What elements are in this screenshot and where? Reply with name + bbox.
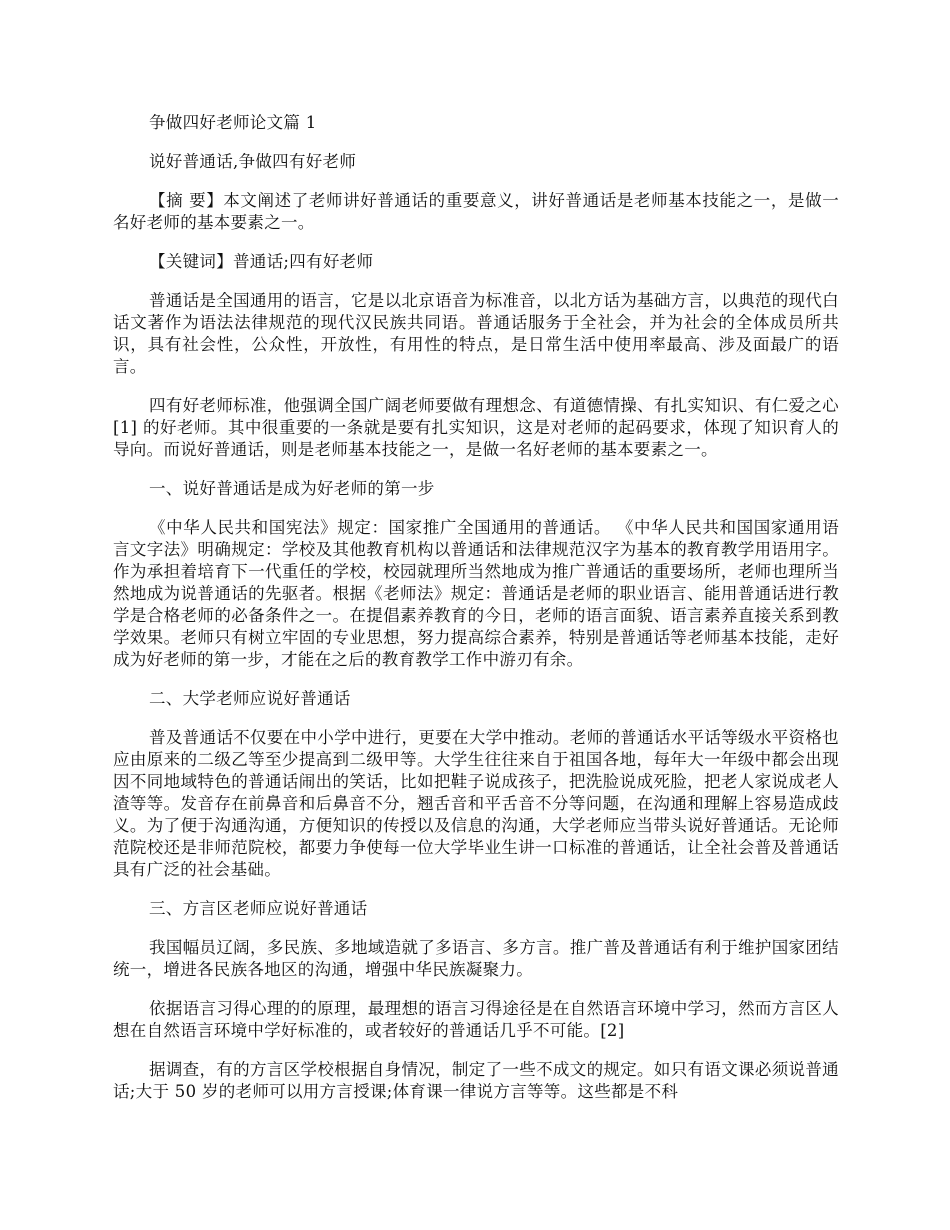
body-paragraph: 据调查，有的方言区学校根据自身情况，制定了一些不成文的规定。如只有语文课必须说普通话;大于 50 岁的老师可以用方言授课;体育课一律说方言等等。这些都是不科 [113,1060,839,1101]
document-page [113,112,839,1120]
document-title: 争做四好老师论文篇 1 [149,113,317,132]
body-paragraph: 《中华人民共和国宪法》规定：国家推广全国通用的普通话。 《中华人民共和国国家通用语言文字法》明确规定：学校及其他教育机构以普通话和法律规范汉字为基本的教育教学用语用字。作为承担着培育下一代重任的学校，校园就理所当然地成为推广普通话的重要场所，老师也理所当然地成为说普通话的先驱者。根据《老师法》规定：普通话是老师的职业语言、能用普通话进行教学是合格老师的必备条件之一。在提倡素养教育的今日，老师的语言面貌、语言素养直接关系到教学效果。老师只有树立牢固的专业思想，努力提高综合素养，特别是普通话等老师基本技能，走好成为好老师的第一步，才能在之后的教育教学工作中游刃有余。 [113,518,839,669]
body-paragraph: 我国幅员辽阔，多民族、多地域造就了多语言、多方言。推广普及普通话有利于维护国家团结统一，增进各民族各地区的沟通，增强中华民族凝聚力。 [113,938,839,979]
abstract-paragraph: 【摘 要】本文阐述了老师讲好普通话的重要意义，讲好普通话是老师基本技能之一，是做一名好老师的基本要素之一。 [113,191,839,232]
body-paragraph: 四有好老师标准，他强调全国广阔老师要做有理想念、有道德情操、有扎实知识、有仁爱之心 [1] 的好老师。其中很重要的一条就是要有扎实知识，这是对老师的起码要求，体现了知识育人的导向。而说好普通话，则是老师基本技能之一，是做一名好老师的基本要素之一。 [113,396,839,459]
section-heading: 二、大学老师应说好普通话 [149,689,351,708]
body-paragraph: 普通话是全国通用的语言，它是以北京语音为标准音，以北方话为基础方言，以典范的现代白话文著作为语法法律规范的现代汉民族共同语。普通话服务于全社会，并为社会的全体成员所共识，具有社会性，公众性，开放性，有用性的特点，是日常生活中使用率最高、涉及面最广的语言。 [113,291,839,376]
body-paragraph: 普及普通话不仅要在中小学中进行，更要在大学中推动。老师的普通话水平话等级水平资格也应由原来的二级乙等至少提高到二级甲等。大学生往往来自于祖国各地，每年大一年级中都会出现因不同地域特色的普通话闹出的笑话，比如把鞋子说成孩子，把洗脸说成死脸，把老人家说成老人渣等等。发音存在前鼻音和后鼻音不分，翘舌音和平舌音不分等问题，在沟通和理解上容易造成歧义。为了便于沟通沟通，方便知识的传授以及信息的沟通，大学老师应当带头说好普通话。无论师范院校还是非师范院校，都要力争使每一位大学毕业生讲一口标准的普通话，让全社会普及普通话具有广泛的社会基础。 [113,728,839,879]
article-title: 说好普通话,争做四有好老师 [149,152,357,171]
section-heading: 一、说好普通话是成为好老师的第一步 [149,479,435,498]
body-paragraph: 依据语言习得心理的的原理，最理想的语言习得途径是在自然语言环境中学习，然而方言区人想在自然语言环境中学好标准的，或者较好的普通话几乎不可能。[2] [113,999,839,1040]
section-heading: 三、方言区老师应说好普通话 [149,899,368,918]
keywords-paragraph: 【关键词】普通话;四有好老师 [149,252,374,271]
